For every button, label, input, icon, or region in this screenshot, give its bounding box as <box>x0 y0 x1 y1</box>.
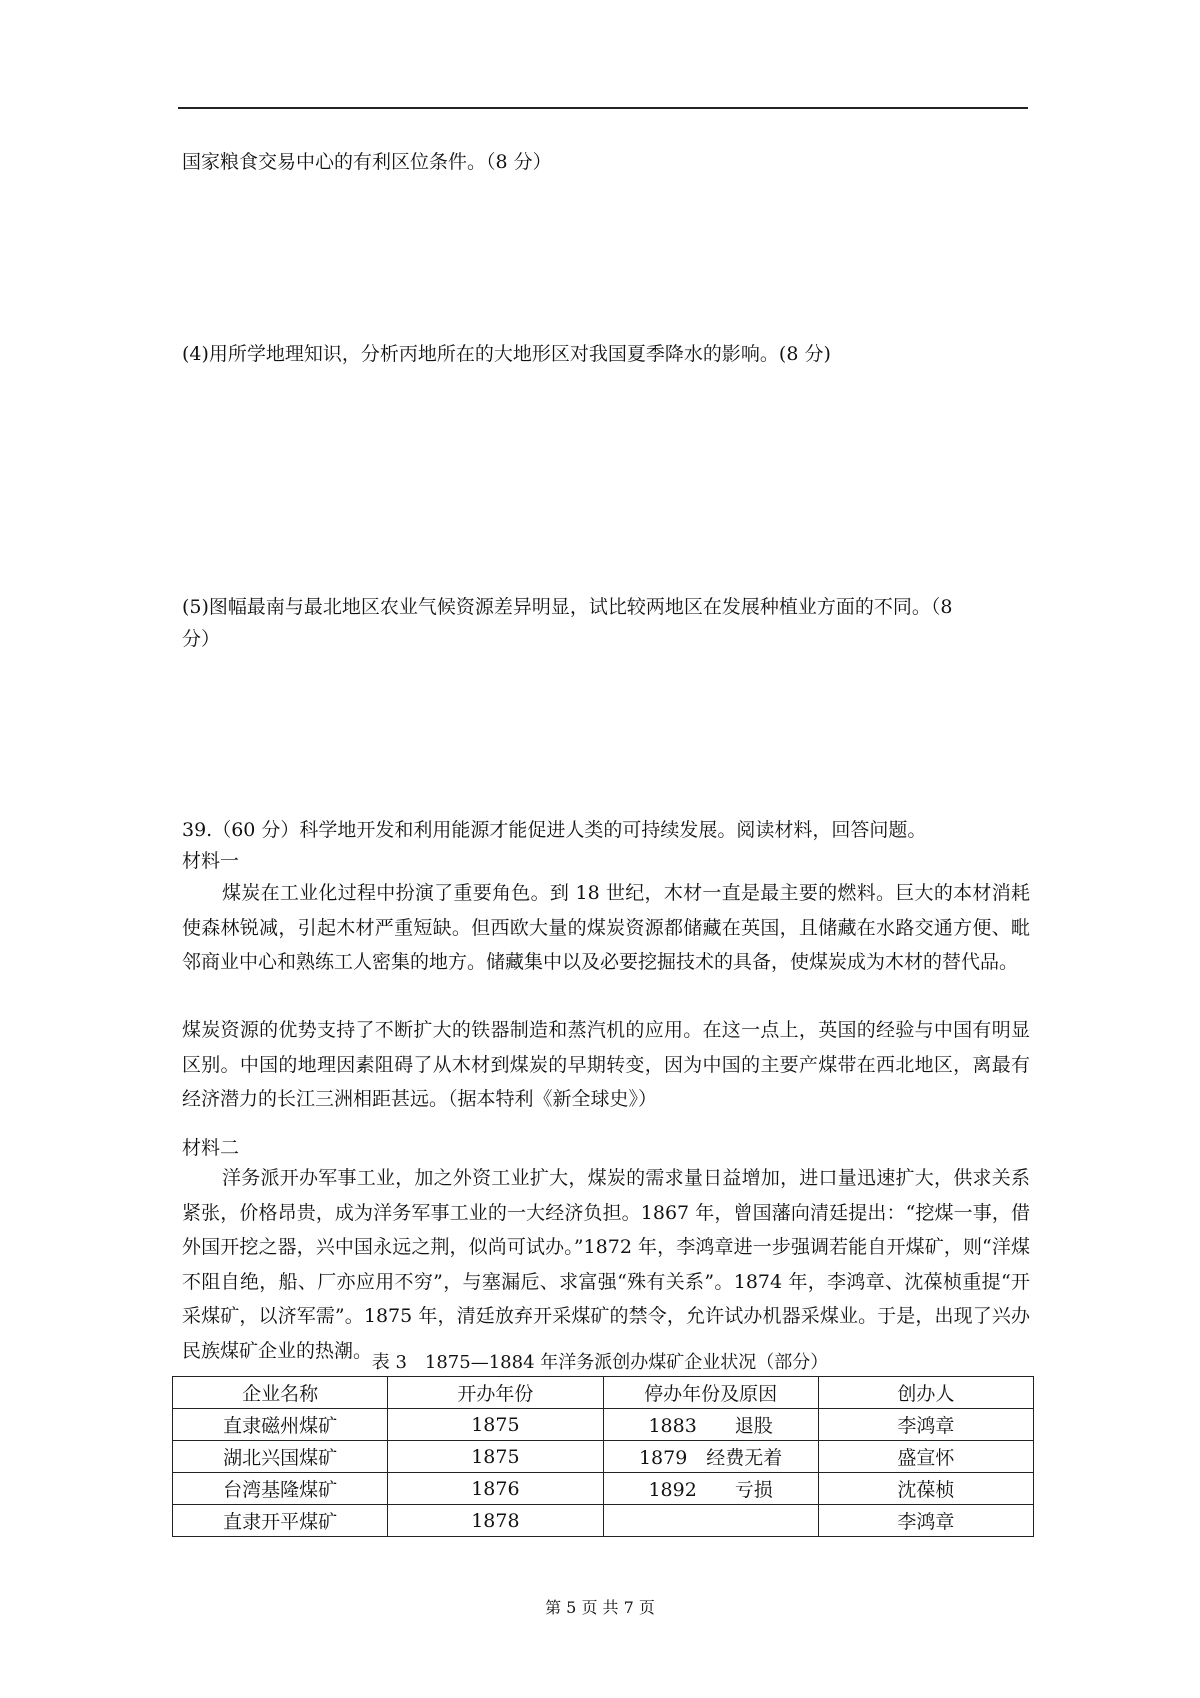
table-row <box>173 1441 1034 1473</box>
question-5-line-2: 分） <box>182 628 221 650</box>
col-header-name: 企业名称 <box>173 1377 388 1409</box>
cell-name: 直隶磁州煤矿 <box>173 1409 388 1441</box>
coal-mine-table <box>172 1376 1034 1537</box>
cell-founder: 沈葆桢 <box>818 1473 1033 1505</box>
cell-stop-reason: 1883 退股 <box>603 1409 818 1441</box>
material-1-label: 材料一 <box>182 850 240 872</box>
cell-founder: 盛宣怀 <box>818 1441 1033 1473</box>
table-row <box>173 1505 1034 1537</box>
material-2-label: 材料二 <box>182 1137 240 1159</box>
header-rule <box>178 107 1028 109</box>
cell-founder: 李鸿章 <box>818 1505 1033 1537</box>
cell-start-year: 1876 <box>388 1473 603 1505</box>
question-3-tail: 国家粮食交易中心的有利区位条件。（8 分） <box>182 151 552 173</box>
cell-start-year: 1875 <box>388 1441 603 1473</box>
cell-founder: 李鸿章 <box>818 1409 1033 1441</box>
material-1-paragraph-1: 煤炭在工业化过程中扮演了重要角色。到 18 世纪，木材一直是最主要的燃料。巨大的本材消耗使森林锐减，引起木材严重短缺。但西欧大量的煤炭资源都储藏在英国，且储藏在水路交通方便、毗邻商业中心和熟练工人密集的地方。储藏集中以及必要挖掘技术的具备，使煤炭成为木材的替代品。 <box>182 882 1030 973</box>
question-5-line-1: (5)图幅最南与最北地区农业气候资源差异明显，试比较两地区在发展种植业方面的不同。（8 <box>182 596 953 618</box>
cell-name: 湖北兴国煤矿 <box>173 1441 388 1473</box>
cell-stop-reason: 1892 亏损 <box>603 1473 818 1505</box>
table-header-row <box>173 1377 1034 1409</box>
table-caption: 表 3 1875—1884 年洋务派创办煤矿企业状况（部分） <box>371 1352 829 1373</box>
page-footer: 第 5 页 共 7 页 <box>545 1598 655 1617</box>
cell-name: 直隶开平煤矿 <box>173 1505 388 1537</box>
cell-stop-reason: 1879 经费无着 <box>603 1441 818 1473</box>
question-4: (4)用所学地理知识，分析丙地所在的大地形区对我国夏季降水的影响。(8 分) <box>182 343 831 365</box>
col-header-stop-reason: 停办年份及原因 <box>603 1377 818 1409</box>
cell-start-year: 1875 <box>388 1409 603 1441</box>
cell-stop-reason <box>603 1505 818 1537</box>
cell-name: 台湾基隆煤矿 <box>173 1473 388 1505</box>
table-row <box>173 1409 1034 1441</box>
col-header-start-year: 开办年份 <box>388 1377 603 1409</box>
table-row <box>173 1473 1034 1505</box>
question-39-title: 39.（60 分）科学地开发和利用能源才能促进人类的可持续发展。阅读材料，回答问题。 <box>182 819 927 841</box>
col-header-founder: 创办人 <box>818 1377 1033 1409</box>
material-2-paragraph: 洋务派开办军事工业，加之外资工业扩大，煤炭的需求量日益增加，进口量迅速扩大，供求关系紧张，价格昂贵，成为洋务军事工业的一大经济负担。1867 年，曾国藩向清廷提出：“挖煤一事，借外国开挖之器，兴中国永远之荆，似尚可试办。”1872 年，李鸿章进一步强调若能自开煤矿，则“洋煤不阻自绝，船、厂亦应用不穷”，与塞漏卮、求富强“殊有关系”。1874 年，李鸿章、沈葆桢重提“开采煤矿，以济军需”。1875 年，清廷放弃开采煤矿的禁令，允许试办机器采煤业。于是，出现了兴办民族煤矿企业的热潮。 <box>182 1167 1030 1362</box>
cell-start-year: 1878 <box>388 1505 603 1537</box>
material-1-paragraph-2: 煤炭资源的优势支持了不断扩大的铁器制造和蒸汽机的应用。在这一点上，英国的经验与中国有明显区别。中国的地理因素阻碍了从木材到煤炭的早期转变，因为中国的主要产煤带在西北地区，离最有经济潜力的长江三洲相距甚远。（据本特利《新全球史》） <box>182 1019 1030 1110</box>
